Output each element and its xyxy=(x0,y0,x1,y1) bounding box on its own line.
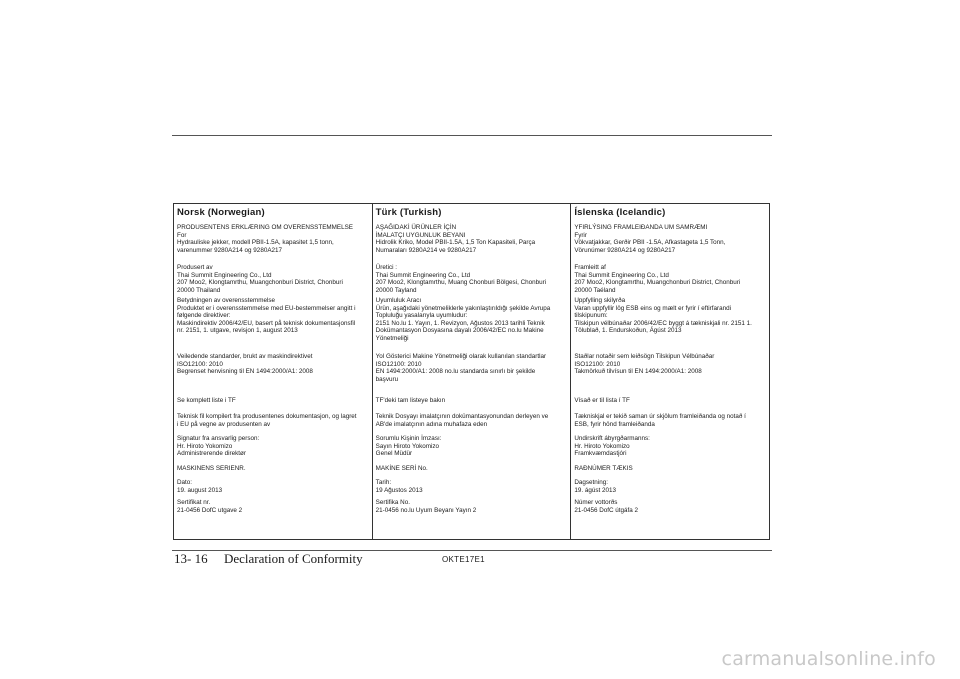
directive-text: Betydningen av overensstemmelse Produktet er i overensstemmelse med EU-bestemmelser angitt i følgende direktiver: Maskindirektiv 2006/42/EU, basert på teknisk dokumentasjonsfil nr. 2151, 1. utgave, revisjon 1, august 2013 xyxy=(177,297,356,335)
certificate-text: Sertifikat nr. 21-0456 DofC utgave 2 xyxy=(177,499,243,514)
column-norwegian xyxy=(174,204,372,539)
directive-text: Uyumluluk Aracı Ürün, aşağıdaki yönetmeliklerle yakınlaştırıldığı şekilde Avrupa Topluluğu yasalarıyla uyumludur: 2151 No.lu 1. Yayın, 1. Revizyon, Ağustos 2013 tarihli Teknik Dokümantasyon Dosyasına dayalı 2006/42/EC no.lu Makine Yönetmeliği xyxy=(375,297,551,342)
header-rule xyxy=(172,135,772,136)
technical-file-text: Teknisk fil kompilert fra produsentenes dokumentasjon, og lagret i EU på vegne av produsenten av xyxy=(177,413,357,428)
document-code: OKTE17E1 xyxy=(442,555,485,564)
certificate-text: Númer vottorðs 21-0456 DofC útgáfa 2 xyxy=(574,499,639,514)
technical-file-text: Teknik Dosyayı imalatçının dokümantasyonundan derleyen ve AB'de imalatçının adına muhafaza eden xyxy=(375,413,549,428)
standards-text: Veiledende standarder, brukt av maskindirektivet ISO12100: 2010 Begrenset henvisning til EN 1494:2000/A1: 2008 xyxy=(177,353,313,376)
producer-text: Framleitt af Thai Summit Engineering Co., Ltd 207 Moo2, Klongtamrthu, Muangchonburi District, Chonburi 20000 Taéland xyxy=(574,264,741,294)
page-number: 13- 16 xyxy=(174,551,208,566)
signatory-text: Signatur fra ansvarlig person: Hr. Hiroto Yokomizo Administrerende direktør xyxy=(177,435,260,458)
watermark: carmanualsonline.info xyxy=(721,648,936,670)
signatory-text: Sorumlu Kişinin İmzası: Sayın Hiroto Yokomizo Genel Müdür xyxy=(375,435,442,458)
column-heading: Íslenska (Icelandic) xyxy=(574,207,666,218)
declaration-text: YFIRLÝSING FRAMLEIÐANDA UM SAMRÆMI Fyrir Vökvatjakkar, Gerðir PBII -1.5A, Afkastageta 1,5 Tonn, Vörunúmer 9280A214 og 9280A217 xyxy=(574,224,726,254)
signatory-text: Undirskrift ábyrgðarmanns: Hr. Hiroto Yokomizo Framkvæmdastjóri xyxy=(574,435,650,458)
technical-file-text: Tækniskjal er tekið saman úr skjölum framleiðanda og notað í ESB, fyrir hönd framleiðanda xyxy=(574,413,746,428)
reference-text: TF'deki tam listeye bakın xyxy=(375,397,446,404)
producer-text: Produsert av Thai Summit Engineering Co., Ltd 207 Moo2, Klongtamrthu, Muangchonburi District, Chonburi 20000 Thailand xyxy=(177,264,343,294)
date-text: Dato: 19. august 2013 xyxy=(177,479,223,494)
serial-label: RAÐNÚMER TÆKIS xyxy=(574,465,633,472)
reference-text: Se komplett liste i TF xyxy=(177,397,236,404)
certificate-text: Sertifika No. 21-0456 no.lu Uyum Beyanı Yayın 2 xyxy=(375,499,477,514)
column-heading: Norsk (Norwegian) xyxy=(177,207,265,218)
producer-text: Üretici : Thai Summit Engineering Co., Ltd 207 Moo2, Klongtamrthu, Muang Chonburi Bölgesi, Chonburi 20000 Tayland xyxy=(375,264,547,294)
column-icelandic xyxy=(570,204,769,539)
date-text: Dagsetning: 19. ágúst 2013 xyxy=(574,479,617,494)
serial-label: MAKİNE SERİ No. xyxy=(375,465,428,472)
declaration-table xyxy=(173,203,770,540)
date-text: Tarih: 19 Ağustos 2013 xyxy=(375,479,423,494)
directive-text: Uppfylling skilyrða Varan uppfyllir lög ESB eins og mælt er fyrir í eftirfarandi tilskipunum: Tilskipun vélbúnaðar 2006/42/EC byggt á tækniskjali nr. 2151 1. Tölublað, 1. Endurskoðun, Ágúst 2013 xyxy=(574,297,752,335)
standards-text: Yol Gösterici Makine Yönetmeliği olarak kullanılan standartlar ISO12100: 2010 EN 1494:2000/A1: 2008 no.lu standarda sınırlı bir şekilde başvuru xyxy=(375,353,547,383)
section-title: Declaration of Conformity xyxy=(224,551,363,566)
declaration-text: AŞAĞIDAKİ ÜRÜNLER İÇİN İMALATÇI UYGUNLUK BEYANI Hidrolik Kriko, Model PBII-1.5A, 1,5 Ton Kapasiteli, Parça Numaraları 9280A214 ve 9280A217 xyxy=(375,224,536,254)
serial-label: MASKINENS SERIENR. xyxy=(177,465,246,472)
declaration-text: PRODUSENTENS ERKLÆRING OM OVERENSSTEMMELSE For Hydrauliske jekker, modell PBII-1.5A, kapasitet 1,5 tonn, varenummer 9280A214 og 9280A217 xyxy=(177,224,353,254)
column-turkish xyxy=(372,204,571,539)
reference-text: Vísað er til lista í TF xyxy=(574,397,630,404)
column-heading: Türk (Turkish) xyxy=(375,207,442,218)
standards-text: Staðlar notaðir sem leiðsögn Tilskipun Vélbúnaðar ISO12100: 2010 Takmörkuð tilvísun til EN 1494:2000/A1: 2008 xyxy=(574,353,715,376)
